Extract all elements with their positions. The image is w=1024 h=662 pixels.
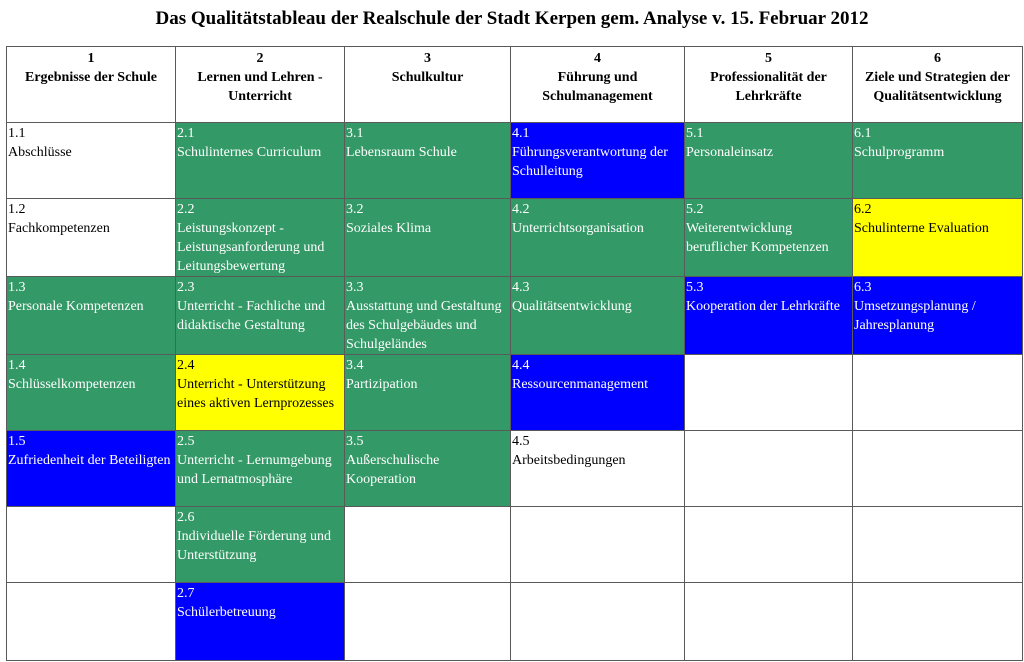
criterion-number: 2.5 (177, 434, 195, 449)
empty-cell (511, 583, 685, 661)
criterion-number: 3.3 (346, 280, 364, 295)
criterion-label: Unterricht - Fachliche und didaktische Gestaltung (177, 299, 326, 333)
criterion-label: Schulinternes Curriculum (177, 145, 322, 160)
criterion-number (853, 583, 1022, 584)
criterion-label: Schulinterne Evaluation (854, 221, 989, 236)
empty-cell (853, 355, 1023, 431)
criterion-label: Unterricht - Unterstützung eines aktiven Lernprozesses (177, 377, 335, 411)
criterion-cell (345, 355, 511, 431)
criterion-number: 3.2 (346, 202, 364, 217)
criterion-label: Ausstattung und Gestaltung des Schulgebäudes und Schulgeländes (346, 299, 502, 352)
table-row (7, 583, 1023, 661)
empty-cell (685, 431, 853, 507)
criterion-cell (853, 123, 1023, 199)
column-header-2 (176, 47, 345, 123)
empty-cell (853, 431, 1023, 507)
criterion-number: 1.4 (8, 358, 26, 373)
criterion-label: Individuelle Förderung und Unterstützung (177, 529, 331, 563)
criterion-cell (176, 277, 345, 355)
column-header-6 (853, 47, 1023, 123)
criterion-label: Partizipation (346, 377, 418, 392)
criterion-cell (7, 277, 176, 355)
table-row (7, 199, 1023, 277)
criterion-cell (345, 123, 511, 199)
criterion-number: 2.7 (177, 586, 195, 601)
criterion-label: Soziales Klima (346, 221, 432, 236)
criterion-cell (853, 277, 1023, 355)
column-number: 5 (765, 51, 772, 66)
column-header-5 (685, 47, 853, 123)
criterion-cell (685, 277, 853, 355)
criterion-cell (511, 355, 685, 431)
empty-cell (853, 583, 1023, 661)
criterion-label: Ressourcenmanagement (512, 377, 649, 392)
criterion-label: Außerschulische Kooperation (346, 453, 440, 487)
criterion-number (7, 583, 175, 584)
empty-cell (685, 355, 853, 431)
criterion-number: 5.3 (686, 280, 704, 295)
criterion-number (853, 355, 1022, 356)
criterion-label: Qualitätsentwicklung (512, 299, 632, 314)
criterion-number: 1.2 (8, 202, 26, 217)
criterion-number: 3.4 (346, 358, 364, 373)
table-row (7, 507, 1023, 583)
column-title: Ergebnisse der Schule (25, 70, 157, 85)
criterion-number: 2.1 (177, 126, 195, 141)
criterion-label: Arbeitsbedingungen (512, 453, 626, 468)
criterion-label: Fachkompetenzen (8, 221, 110, 236)
criterion-number: 6.1 (854, 126, 872, 141)
criterion-label: Lebensraum Schule (346, 145, 457, 160)
criterion-number: 1.3 (8, 280, 26, 295)
criterion-number: 2.3 (177, 280, 195, 295)
table-row (7, 355, 1023, 431)
criterion-number: 4.2 (512, 202, 530, 217)
column-title: Ziele und Strategien der Qualitätsentwicklung (864, 70, 1011, 104)
quality-tableau (6, 46, 1023, 661)
column-title: Lernen und Lehren - Unterricht (197, 70, 323, 104)
criterion-number (511, 507, 684, 508)
criterion-label: Schulprogramm (854, 145, 945, 160)
empty-cell (511, 507, 685, 583)
column-title: Schulkultur (391, 70, 464, 85)
criterion-number: 2.6 (177, 510, 195, 525)
empty-cell (7, 583, 176, 661)
empty-cell (345, 583, 511, 661)
criterion-label: Unterrichtsorganisation (512, 221, 644, 236)
column-number: 3 (424, 51, 431, 66)
column-number: 2 (256, 51, 264, 66)
criterion-label: Personaleinsatz (686, 145, 774, 160)
criterion-number (7, 507, 175, 508)
criterion-cell (176, 355, 345, 431)
criterion-cell (853, 199, 1023, 277)
criterion-cell (7, 431, 176, 507)
criterion-number (853, 431, 1022, 432)
criterion-number (853, 507, 1022, 508)
criterion-number: 6.2 (854, 202, 872, 217)
criterion-cell (176, 583, 345, 661)
criterion-number: 5.2 (686, 202, 704, 217)
criterion-number (685, 507, 852, 508)
criterion-number (345, 507, 510, 508)
column-number: 4 (594, 51, 601, 66)
table-row (7, 277, 1023, 355)
criterion-cell (511, 123, 685, 199)
criterion-number: 3.5 (346, 434, 364, 449)
criterion-number: 4.3 (512, 280, 530, 295)
criterion-label: Schlüsselkompetenzen (8, 377, 136, 392)
criterion-cell (176, 199, 345, 277)
criterion-label: Weiterentwicklung beruflicher Kompetenzen (686, 221, 829, 255)
page-title: Das Qualitätstableau der Realschule der Stadt Kerpen gem. Analyse v. 15. Februar 2012 (155, 8, 869, 29)
criterion-cell (511, 431, 685, 507)
criterion-number (511, 583, 684, 584)
criterion-number: 4.4 (512, 358, 530, 373)
column-number: 1 (87, 51, 95, 66)
criterion-number: 1.5 (8, 434, 26, 449)
criterion-number (345, 583, 510, 584)
empty-cell (685, 583, 853, 661)
criterion-number (685, 355, 852, 356)
criterion-label: Umsetzungsplanung / Jahresplanung (854, 299, 976, 333)
criterion-number: 1.1 (8, 126, 26, 141)
criterion-label: Kooperation der Lehrkräfte (686, 299, 840, 314)
criterion-cell (345, 199, 511, 277)
criterion-cell (685, 199, 853, 277)
column-title: Professionalität der Lehrkräfte (710, 70, 827, 104)
criterion-number: 2.4 (177, 358, 195, 373)
criterion-number: 5.1 (686, 126, 704, 141)
criterion-label: Schülerbetreuung (177, 605, 276, 620)
criterion-label: Leistungskonzept - Leistungsanforderung und Leitungsbewertung (177, 221, 325, 274)
criterion-cell (345, 431, 511, 507)
column-header-4 (511, 47, 685, 123)
table-row (7, 123, 1023, 199)
column-number: 6 (934, 51, 941, 66)
column-header-1 (7, 47, 176, 123)
criterion-cell (345, 277, 511, 355)
empty-cell (685, 507, 853, 583)
header-row (7, 47, 1023, 123)
criterion-label: Führungsverantwortung der Schulleitung (512, 145, 668, 179)
empty-cell (7, 507, 176, 583)
criterion-cell (7, 199, 176, 277)
criterion-number: 6.3 (854, 280, 872, 295)
criterion-number: 4.1 (512, 126, 530, 141)
criterion-cell (511, 277, 685, 355)
criterion-cell (176, 507, 345, 583)
criterion-number: 2.2 (177, 202, 195, 217)
column-header-3 (345, 47, 511, 123)
table-row (7, 431, 1023, 507)
criterion-cell (7, 123, 176, 199)
criterion-cell (511, 199, 685, 277)
criterion-number (685, 583, 852, 584)
criterion-number (685, 431, 852, 432)
criterion-cell (7, 355, 176, 431)
criterion-label: Zufriedenheit der Beteiligten (8, 453, 171, 468)
empty-cell (345, 507, 511, 583)
column-title: Führung und Schulmanagement (542, 70, 653, 104)
criterion-label: Personale Kompetenzen (8, 299, 144, 314)
criterion-cell (176, 431, 345, 507)
criterion-label: Unterricht - Lernumgebung und Lernatmosphäre (177, 453, 332, 487)
criterion-number: 4.5 (512, 434, 530, 449)
criterion-number: 3.1 (346, 126, 364, 141)
criterion-cell (176, 123, 345, 199)
empty-cell (853, 507, 1023, 583)
criterion-label: Abschlüsse (8, 145, 72, 160)
criterion-cell (685, 123, 853, 199)
